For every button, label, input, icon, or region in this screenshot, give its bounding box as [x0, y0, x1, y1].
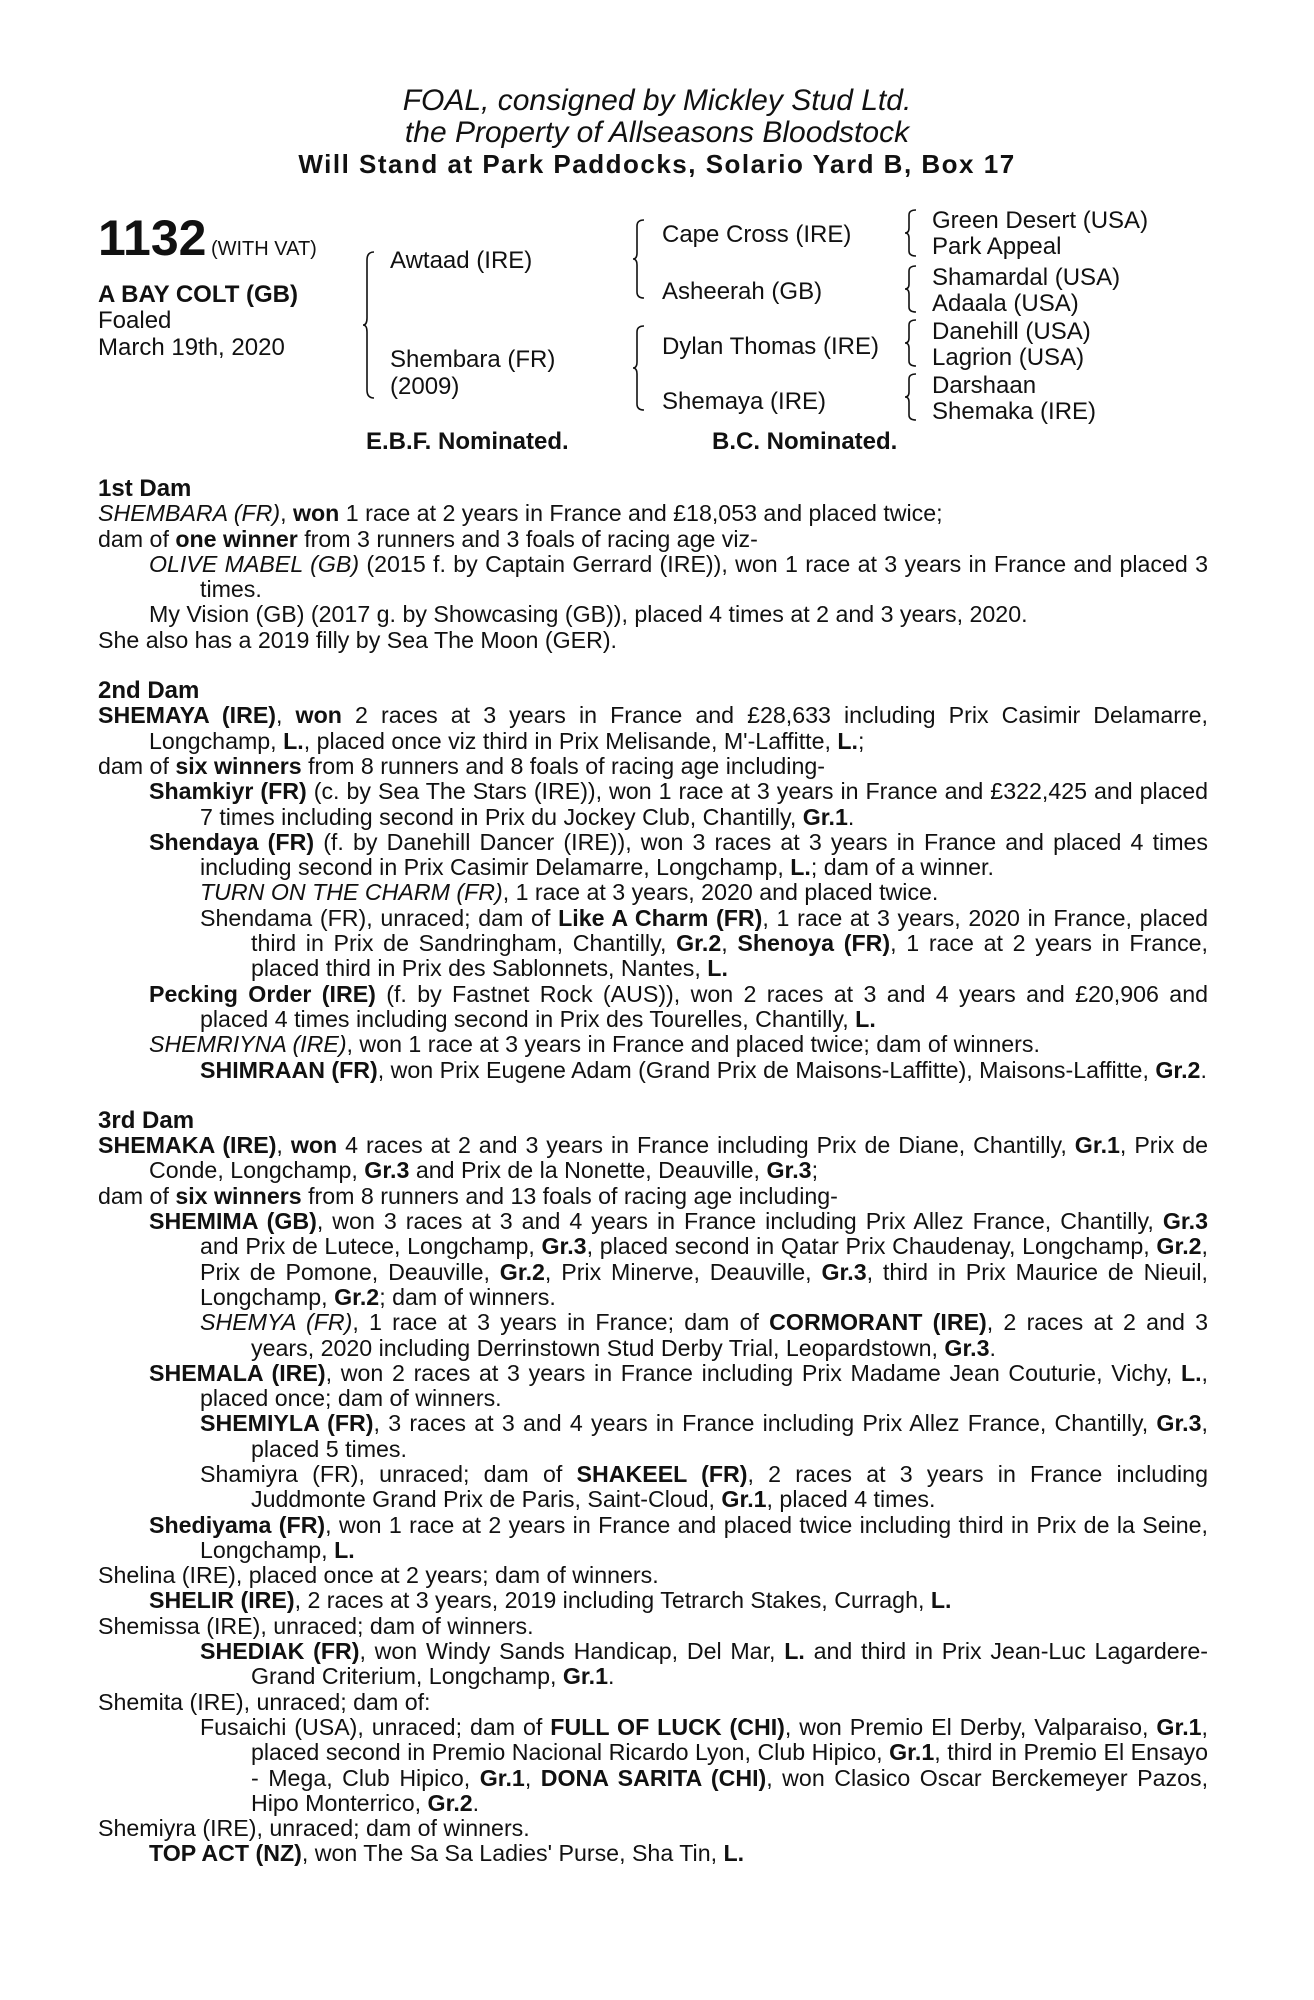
pedigree-dam: Shembara (FR) — [390, 346, 556, 373]
second-dam-produce-summary: dam of six winners from 8 runners and 8 foals of racing age including- — [98, 752, 825, 779]
second-dam-grandproduce-2: Shendama (FR), unraced; dam of Like A Charm (FR), 1 race at 3 years, 2020 in France, placed third in Prix de Sandringham, Chantilly, Gr.2, Shenoya (FR), 1 race at 2 years in France, placed third in Prix des Sablonnets, Nantes, L. — [200, 904, 1209, 982]
first-dam-note: She also has a 2019 filly by Sea The Moon (GER). — [98, 626, 617, 653]
third-dam-produce-summary: dam of six winners from 8 runners and 13 foals of racing age including- — [98, 1182, 838, 1209]
consignor-line: FOAL, consigned by Mickley Stud Ltd. — [402, 84, 912, 117]
third-dam-grandproduce-1: SHEMYA (FR), 1 race at 3 years in France; dam of CORMORANT (IRE), 2 races at 2 and 3 years, 2020 including Derrinstown Stud Derby Trial, Leopardstown, Gr.3. — [200, 1309, 1208, 1361]
third-dam-produce-1: SHEMIMA (GB), won 3 races at 3 and 4 years in France including Prix Allez France, Chantilly, Gr.3 and Prix de Lutece, Longchamp, Gr.3, placed second in Qatar Prix Chaudenay, Longchamp, Gr.2, Prix de Pomone, Deauville, Gr.2, Prix Minerve, Deauville, Gr.3, third in Prix Maurice de Nieuil, Longchamp, Gr.2; dam of winners. — [149, 1208, 1208, 1310]
foaled-date: March 19th, 2020 — [98, 334, 285, 361]
third-dam-produce-4: Shelina (IRE), placed once at 2 years; dam of winners. — [98, 1562, 659, 1589]
pedigree-brace-sd — [904, 264, 918, 314]
pedigree-dss: Danehill (USA) — [932, 318, 1091, 345]
third-dam-produce-6: Shemita (IRE), unraced; dam of: — [98, 1688, 431, 1715]
bc-nomination: B.C. Nominated. — [712, 428, 898, 455]
third-dam-produce-5: Shemissa (IRE), unraced; dam of winners. — [98, 1612, 534, 1639]
third-dam-grandproduce-7: TOP ACT (NZ), won The Sa Sa Ladies' Purse, Sha Tin, L. — [149, 1840, 745, 1867]
third-dam-grandproduce-3: Shamiyra (FR), unraced; dam of SHAKEEL (FR), 2 races at 3 years in France including Juddmonte Grand Prix de Paris, Saint-Cloud, Gr.1, placed 4 times. — [200, 1460, 1208, 1513]
second-dam-produce-3: Pecking Order (IRE) (f. by Fastnet Rock (AUS)), won 2 races at 3 and 4 years and £20,906 and placed 4 times including second in Prix des Tourelles, Chantilly, L. — [149, 980, 1208, 1032]
third-dam-produce-7: Shemiyra (IRE), unraced; dam of winners. — [98, 1815, 530, 1842]
pedigree-dds: Darshaan — [932, 372, 1037, 399]
lot-title: A BAY COLT (GB) — [98, 281, 299, 308]
pedigree-ddd: Shemaka (IRE) — [932, 398, 1097, 425]
third-dam-grandproduce-2: SHEMIYLA (FR), 3 races at 3 and 4 years in France including Prix Allez France, Chantilly, Gr.3, placed 5 times. — [200, 1410, 1208, 1462]
pedigree-sds: Shamardal (USA) — [932, 264, 1121, 291]
second-dam-grandproduce-3: SHIMRAAN (FR), won Prix Eugene Adam (Grand Prix de Maisons-Laffitte), Maisons-Laffitte, Gr.2. — [200, 1056, 1207, 1083]
lot-number: 1132 — [98, 210, 207, 266]
third-dam-grandproduce-5: SHEDIAK (FR), won Windy Sands Handicap, Del Mar, L. and third in Prix Jean-Luc Lagardere-Grand Criterium, Longchamp, Gr.1. — [200, 1638, 1208, 1690]
first-dam-produce-1: OLIVE MABEL (GB) (2015 f. by Captain Gerrard (IRE)), won 1 race at 3 years in France and placed 3 times. — [149, 550, 1208, 603]
pedigree-brace-sire — [632, 218, 646, 300]
first-dam-produce-2: My Vision (GB) (2017 g. by Showcasing (GB)), placed 4 times at 2 and 3 years, 2020. — [149, 601, 1028, 628]
second-dam-entry: SHEMAYA (IRE), won 2 races at 3 years in France and £28,633 including Prix Casimir Delamarre, Longchamp, L., placed once viz third in Prix Melisande, M'-Laffitte, L.; — [98, 702, 1208, 754]
second-dam-heading: 2nd Dam — [98, 677, 200, 705]
pedigree-sdd: Adaala (USA) — [932, 290, 1079, 317]
pedigree-sire: Awtaad (IRE) — [390, 247, 533, 274]
third-dam-grandproduce-4: SHELIR (IRE), 2 races at 3 years, 2019 including Tetrarch Stakes, Curragh, L. — [149, 1587, 952, 1614]
pedigree-brace-main — [362, 250, 376, 400]
second-dam-grandproduce-1: TURN ON THE CHARM (FR), 1 race at 3 years, 2020 and placed twice. — [200, 879, 939, 906]
first-dam-produce-summary: dam of one winner from 3 runners and 3 foals of racing age viz- — [98, 525, 758, 552]
pedigree-sss: Green Desert (USA) — [932, 207, 1149, 234]
pedigree-brace-ds — [904, 318, 918, 368]
produce-record — [98, 476, 1208, 1867]
second-dam-produce-4: SHEMRIYNA (IRE), won 1 race at 3 years in France and placed twice; dam of winners. — [149, 1031, 1040, 1058]
third-dam-produce-3: Shediyama (FR), won 1 race at 2 years in France and placed twice including third in Prix de la Seine, Longchamp, L. — [149, 1511, 1209, 1563]
property-line: the Property of Allseasons Bloodstock — [404, 116, 910, 149]
pedigree-ssd: Park Appeal — [932, 233, 1062, 260]
vat-note: (WITH VAT) — [210, 238, 317, 260]
pedigree-sire-dam: Asheerah (GB) — [662, 278, 823, 305]
first-dam-heading: 1st Dam — [98, 475, 192, 502]
pedigree-sire-sire: Cape Cross (IRE) — [662, 221, 852, 248]
pedigree-brace-ss — [904, 208, 918, 258]
ebf-nomination: E.B.F. Nominated. — [366, 428, 569, 455]
pedigree-dam-year: (2009) — [390, 373, 460, 400]
pedigree-dsd: Lagrion (USA) — [932, 344, 1085, 371]
lot-number-row — [98, 212, 317, 264]
foaled-label: Foaled — [98, 307, 172, 334]
third-dam-produce-2: SHEMALA (IRE), won 2 races at 3 years in France including Prix Madame Jean Couturie, Vichy, L., placed once; dam of winners. — [149, 1359, 1208, 1412]
third-dam-grandproduce-6: Fusaichi (USA), unraced; dam of FULL OF LUCK (CHI), won Premio El Derby, Valparaiso, Gr.1, placed second in Premio Nacional Ricardo Lyon, Club Hipico, Gr.1, third in Premio El Ensayo - Mega, Club Hipico, Gr.1, DONA SARITA (CHI), won Clasico Oscar Berckemeyer Pazos, Hipo Monterrico, Gr.2. — [200, 1713, 1209, 1816]
second-dam-produce-1: Shamkiyr (FR) (c. by Sea The Stars (IRE)), won 1 race at 3 years in France and £322,425 and placed 7 times including second in Prix du Jockey Club, Chantilly, Gr.1. — [149, 778, 1208, 830]
third-dam-entry: SHEMAKA (IRE), won 4 races at 2 and 3 years in France including Prix de Diane, Chantilly, Gr.1, Prix de Conde, Longchamp, Gr.3 and Prix de la Nonette, Deauville, Gr.3; — [98, 1132, 1208, 1184]
pedigree-brace-dam — [632, 324, 646, 412]
pedigree-dam-sire: Dylan Thomas (IRE) — [662, 333, 879, 360]
pedigree-brace-dd — [904, 372, 918, 422]
location-line: Will Stand at Park Paddocks, Solario Yard B, Box 17 — [298, 149, 1016, 179]
third-dam-heading: 3rd Dam — [98, 1106, 195, 1134]
pedigree-dam-dam: Shemaya (IRE) — [662, 388, 827, 415]
first-dam-entry: SHEMBARA (FR), won 1 race at 2 years in France and £18,053 and placed twice; — [98, 500, 943, 527]
second-dam-produce-2: Shendaya (FR) (f. by Danehill Dancer (IRE)), won 3 races at 3 years in France and placed 4 times including second in Prix Casimir Delamarre, Longchamp, L.; dam of a winner. — [149, 828, 1208, 881]
